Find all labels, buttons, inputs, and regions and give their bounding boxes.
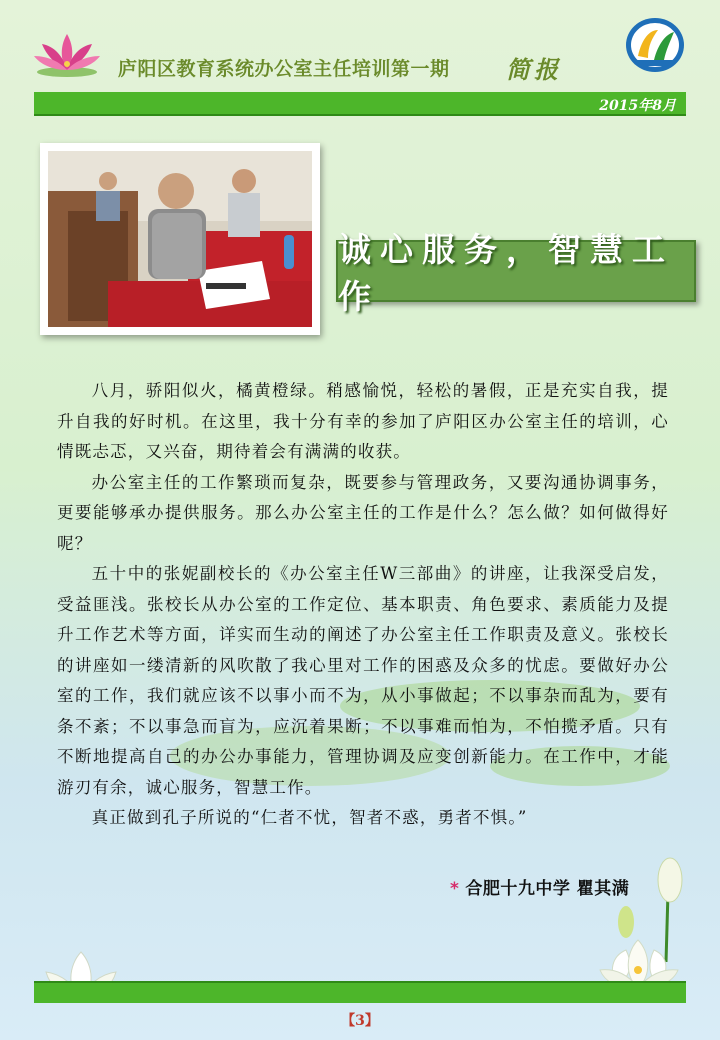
district-emblem-icon	[624, 16, 686, 74]
body-paragraph: 真正做到孔子所说的“仁者不忧，智者不惑，勇者不惧。”	[91, 808, 528, 827]
article-body	[57, 376, 669, 834]
footer-bar	[34, 981, 686, 1003]
white-lotus-decoration-icon	[598, 852, 708, 1002]
training-photo	[40, 143, 320, 335]
issue-date: 2015年8月	[599, 98, 676, 114]
training-photo-image	[48, 151, 312, 327]
article-headline	[336, 230, 696, 316]
header-bar	[34, 92, 686, 116]
author-name: 合肥十九中学 瞿其满	[465, 879, 630, 899]
newsletter-brief-label: 简报	[506, 55, 562, 84]
page-number: 【3】	[341, 1013, 379, 1029]
body-paragraph: 办公室主任的工作繁琐而复杂，既要参与管理政务，又要沟通协调事务，更要能够承办提供服务。那么办公室主任的工作是什么？怎么做？如何做得好呢？	[57, 472, 669, 553]
star-bullet-icon: *	[450, 879, 460, 899]
body-paragraph: 五十中的张妮副校长的《办公室主任W三部曲》的讲座，让我深受启发，受益匪浅。张校长从办公室的工作定位、基本职责、角色要求、素质能力及提升工作艺术等方面，详实而生动的阐述了办公室主任工作职责及意义。张校长的讲座如一缕清新的风吹散了我心里对工作的困惑及众多的忧虑。要做好办公室的工作，我们就应该不以事小而不为，从小事做起；不以事杂而乱为，要有条不紊；不以事急而盲为，应沉着果断；不以事难而怕为，不怕揽矛盾。只有不断地提高自己的办公办事能力，管理协调及应变创新能力。在工作中，才能游刃有余，诚心服务，智慧工作。	[57, 564, 669, 797]
newsletter-title: 庐阳区教育系统办公室主任培训第一期	[118, 58, 450, 80]
body-paragraph: 八月，骄阳似火，橘黄橙绿。稍感愉悦，轻松的暑假，正是充实自我，提升自我的好时机。在这里，我十分有幸的参加了庐阳区办公室主任的培训，心情既忐忑，又兴奋，期待着会有满满的收获。	[57, 381, 669, 461]
headline-text: 诚心服务，智慧工作	[338, 230, 674, 316]
lotus-logo-icon	[32, 26, 102, 81]
